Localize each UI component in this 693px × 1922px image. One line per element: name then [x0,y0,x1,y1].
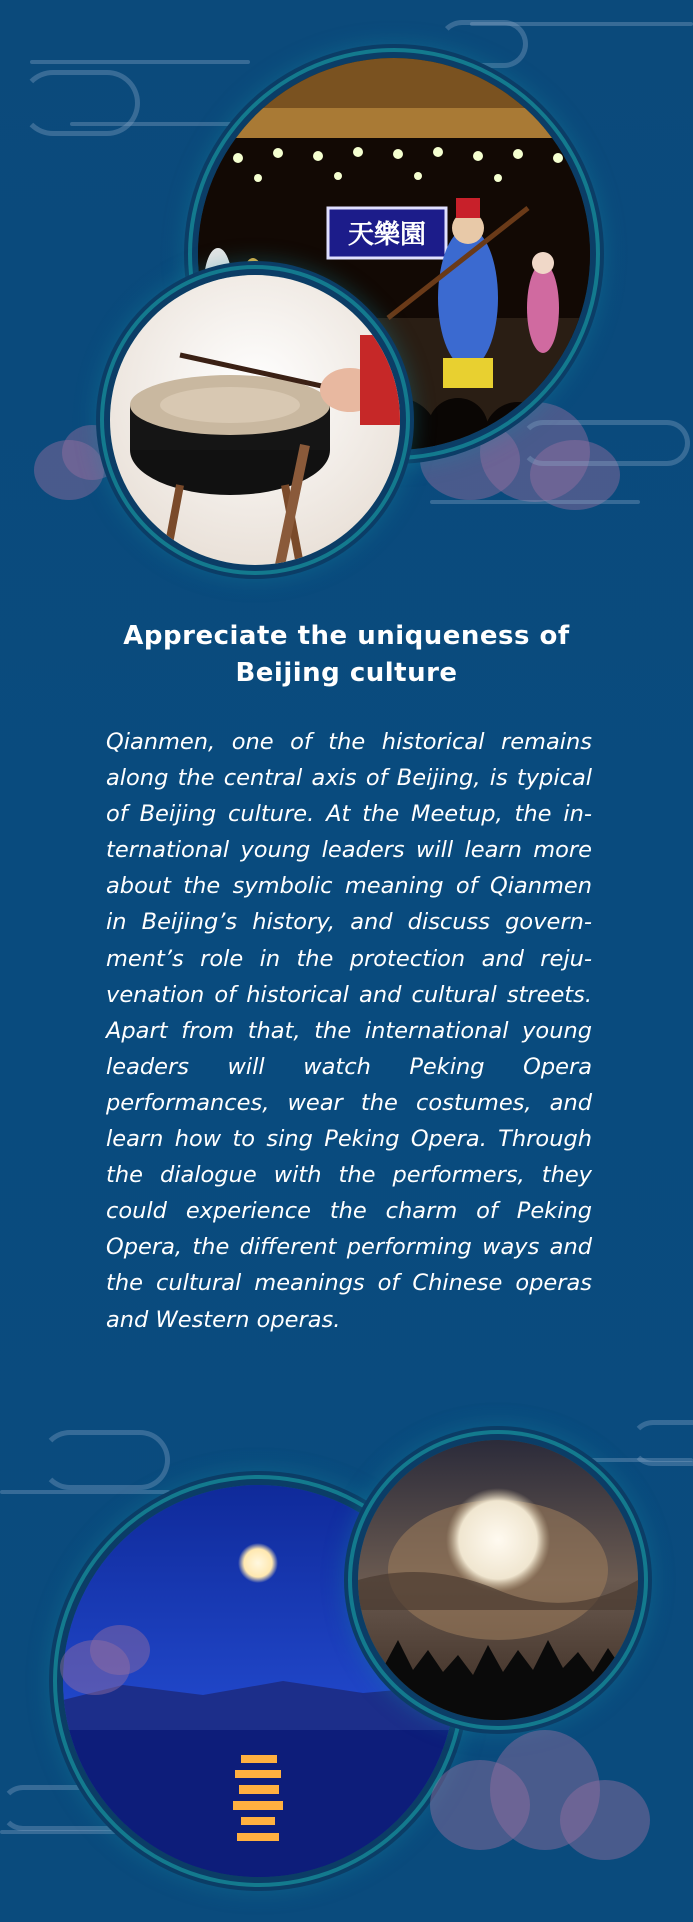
article-body: Qianmen, one of the historical remains along the central axis of Beijing, is typical of Beijing culture. At the Meetup, the international young leaders will learn more about the symbolic meaning of Qianmen in Beijing’s history, and discuss government’s role in the protection and rejuvenation of historical and cultural streets. Apart from that, the international young leaders will watch Peking Opera performances, wear the costumes, and learn how to sing Peking Opera. Through the dialogue with the performers, they could experience the charm of Peking Opera, the different performing ways and the cultural meanings of Chinese operas and Western operas. [106,729,592,1333]
stage-sign-text: 天樂園 [347,220,427,250]
drum-photo [110,275,400,565]
section-title: Appreciate the uniqueness of Beijing culture [123,621,570,688]
moon-over-trees-photo [358,1440,638,1720]
